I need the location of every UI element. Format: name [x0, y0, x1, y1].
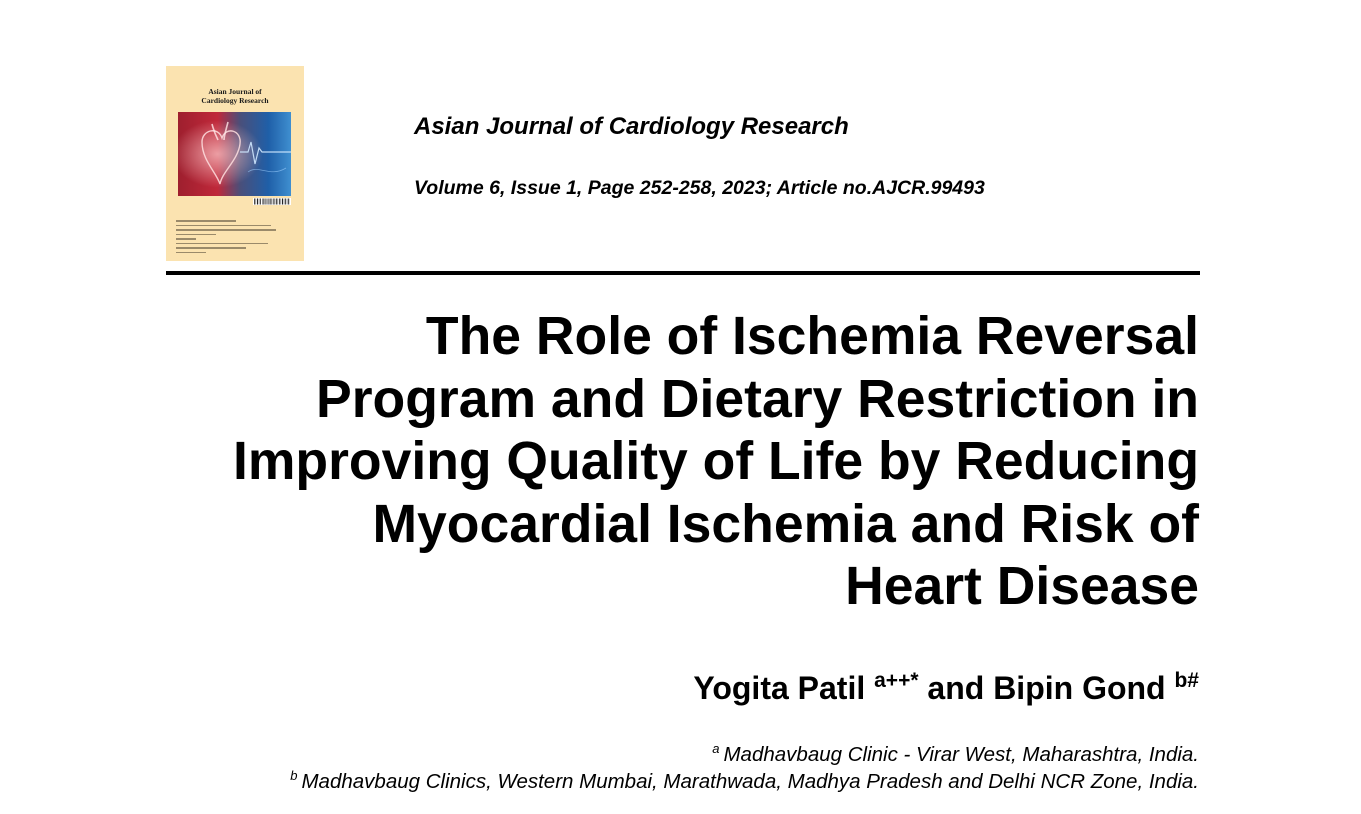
cover-title-line-1: Asian Journal of [208, 87, 262, 96]
affiliation-mark: b [290, 768, 298, 783]
title-line-4: Myocardial Ischemia and Risk of [372, 494, 1199, 554]
title-line-1: The Role of Ischemia Reversal [425, 307, 1199, 366]
author-list [199, 668, 1199, 708]
author-name: Bipin Gond [993, 670, 1166, 706]
title-line-5: Heart Disease [845, 557, 1199, 616]
author-name: Yogita Patil [693, 670, 866, 706]
affiliation-text: Madhavbaug Clinics, Western Mumbai, Marathwada, Madhya Pradesh and Delhi NCR Zone, India. [301, 770, 1199, 793]
affiliation-b [99, 768, 1199, 795]
affiliation-text: Madhavbaug Clinic - Virar West, Maharashtra, India. [723, 743, 1199, 766]
author-marks: a++* [874, 669, 919, 692]
journal-cover [166, 66, 304, 261]
cover-title [166, 87, 304, 105]
author-marks: b# [1174, 669, 1199, 692]
volume-info: Volume 6, Issue 1, Page 252-258, 2023; Article no.AJCR.99493 [414, 177, 985, 199]
title-line-3: Improving Quality of Life by Reducing [232, 432, 1199, 491]
header-divider [166, 271, 1200, 275]
affiliation-mark: a [712, 741, 720, 756]
barcode-icon [253, 198, 291, 205]
cover-title-line-2: Cardiology Research [201, 96, 269, 105]
author-conjunction: and [927, 670, 985, 706]
title-line-2: Program and Dietary Restriction in [316, 369, 1199, 429]
affiliation-a [99, 741, 1199, 768]
heart-illustration-icon [178, 112, 291, 196]
journal-name: Asian Journal of Cardiology Research [414, 113, 849, 140]
cover-fine-print [176, 220, 276, 256]
paper-title [159, 306, 1199, 619]
